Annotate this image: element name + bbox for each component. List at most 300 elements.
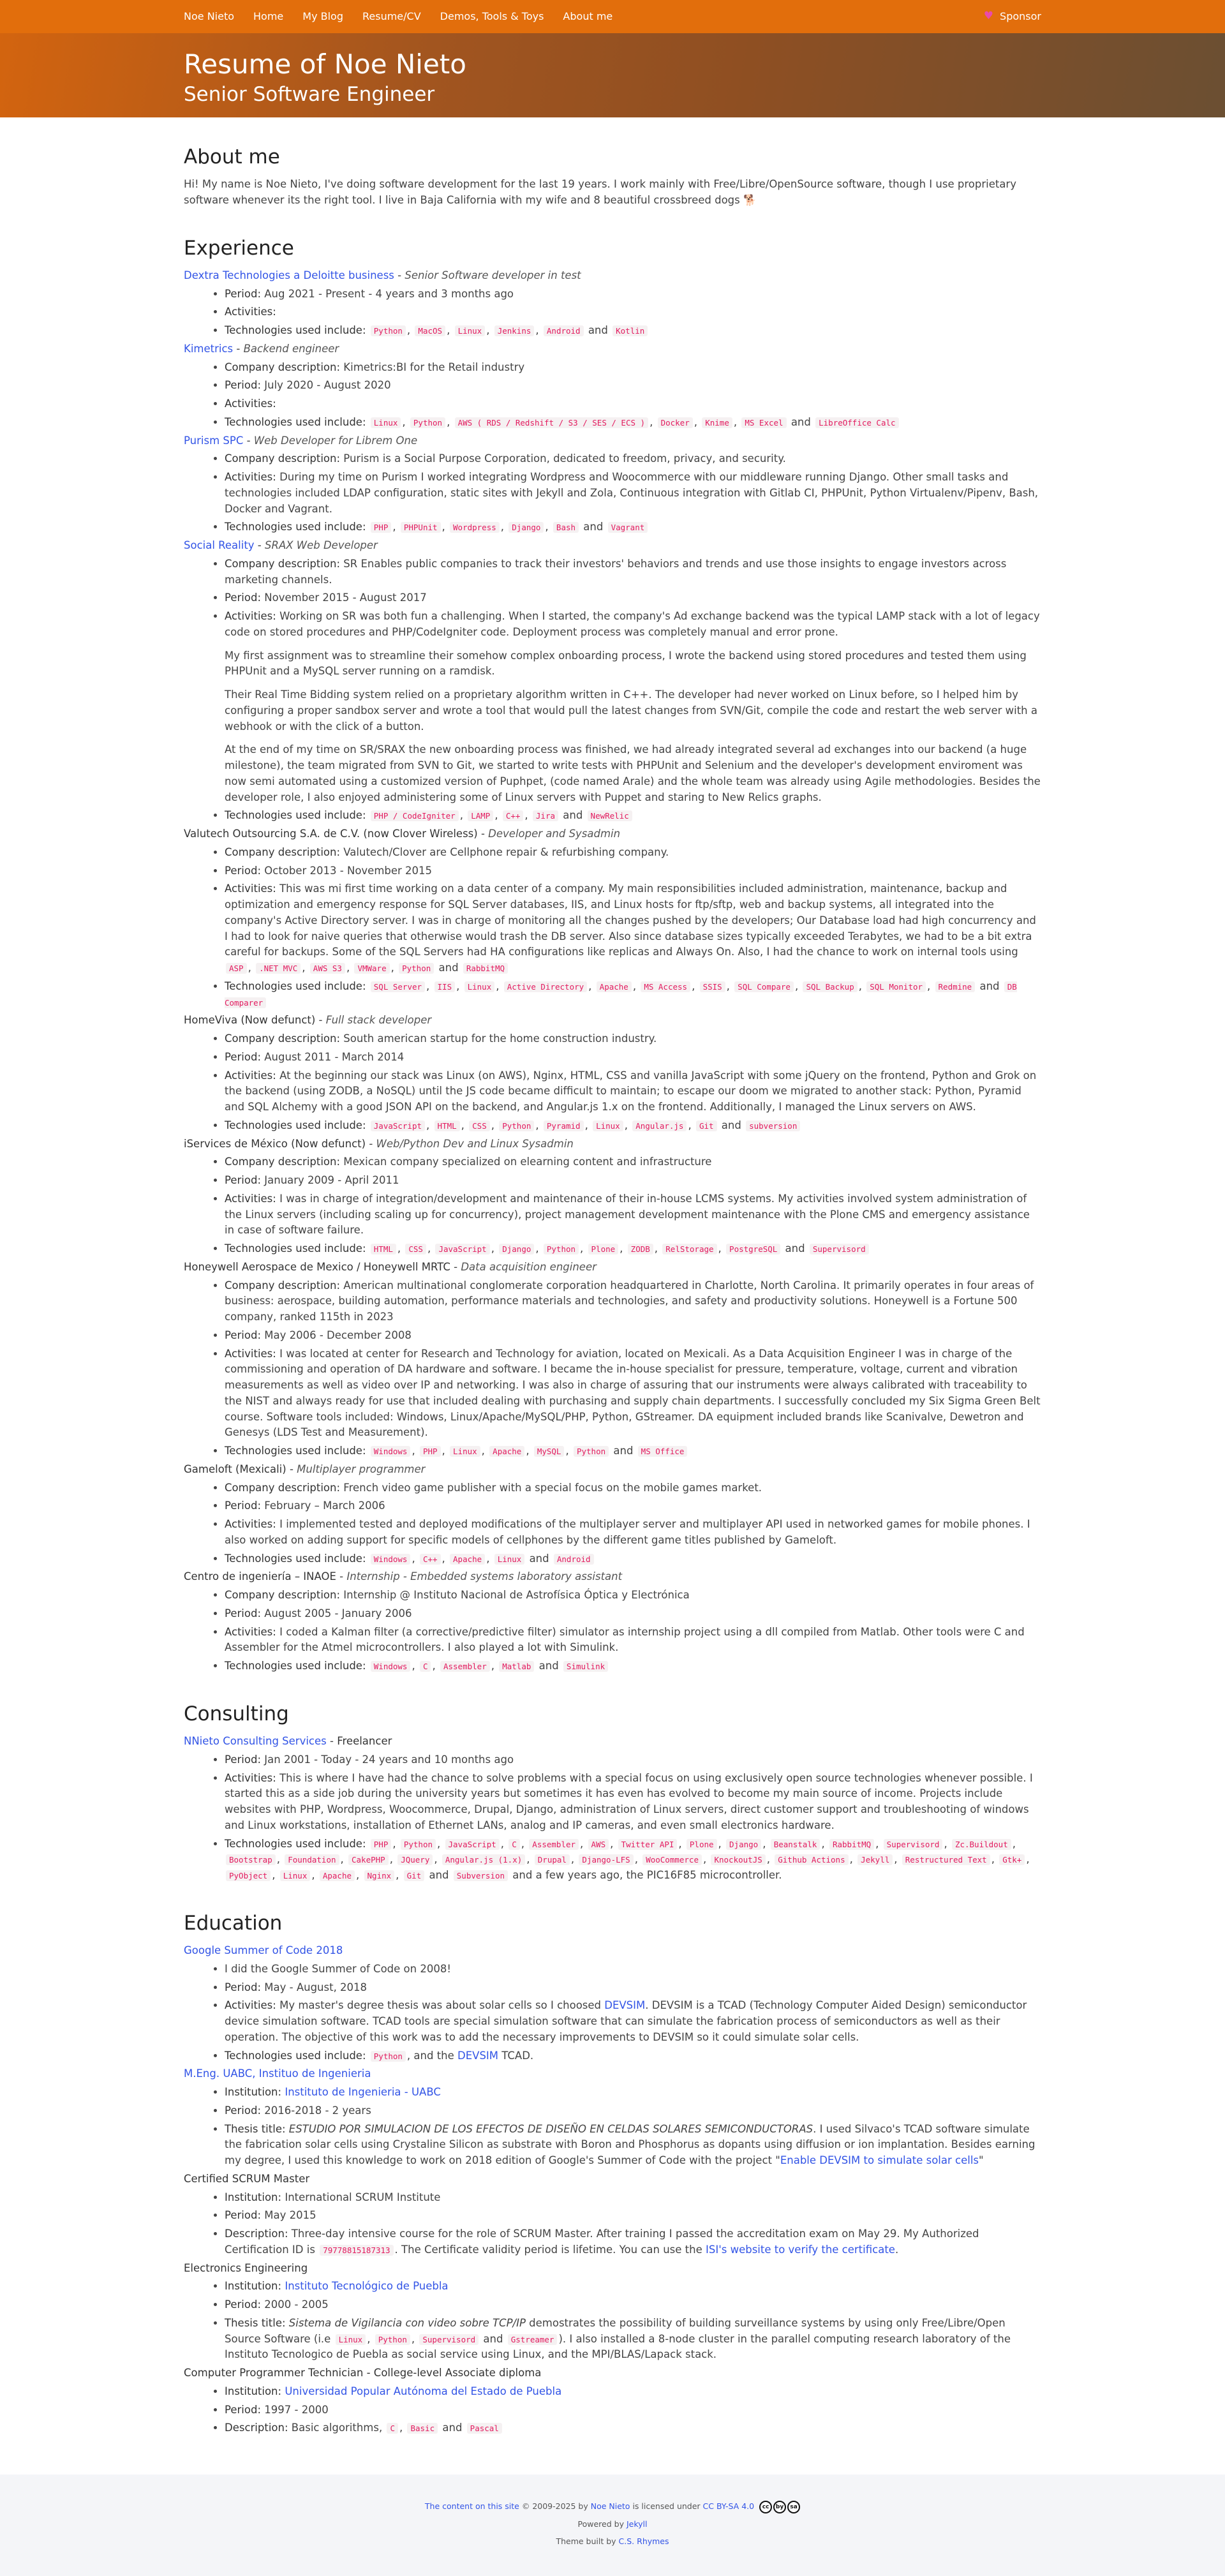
tech-tag: Active Directory bbox=[504, 981, 587, 992]
company-name: Honeywell Aerospace de Mexico / Honeywell MRTC bbox=[184, 1260, 450, 1273]
field-label: Company description: bbox=[225, 361, 341, 373]
meng-link[interactable]: M.Eng. UABC, Instituo de Ingenieria bbox=[184, 2067, 371, 2080]
field-text: ). I also installed a 8-node cluster in the parallel computing research laboratory of the Instituto Tecnologico de Puebla as social service using Linux, and the MPI/BLAS/Lapack stack. bbox=[225, 2332, 1011, 2361]
job-field bbox=[225, 396, 1041, 412]
tech-tag: Django bbox=[509, 522, 544, 533]
field-text: 1997 - 2000 bbox=[264, 2403, 329, 2416]
field-label: Period: bbox=[225, 1050, 262, 1063]
tech-tag: Linux bbox=[494, 1554, 525, 1565]
job-fields bbox=[184, 2085, 1041, 2169]
devsim-link-2[interactable]: DEVSIM bbox=[457, 2049, 499, 2062]
field-text: I was located at center for Research and Technology for aviation, located on Mexicali. As a Data Acquisition Engineer I was in charge of the commissioning and operation of DA hardware and software. I became the in-house specialist for pressure, temperature, voltage, current and vibration measurements as well as video over IP and networking. I was also in charge of assuring that our instruments were always calibrated with traceability to the NIST and always ready for use that included dealing with purchasing and supply chain departments. I successfully concluded my Six Sigma Green Belt course. Software tools included: Windows, Linux/Apache/MySQL/PHP, Python, GStreamer. DA equipment included brands like Scanivalve, Dewetron and Genesys (LDS Test and Measurement). bbox=[225, 1347, 1041, 1439]
experience-list bbox=[184, 268, 1041, 1674]
field-label: Technologies used include: bbox=[225, 1660, 366, 1672]
job-field bbox=[225, 1498, 1041, 1514]
job-fields bbox=[184, 2384, 1041, 2436]
job-field bbox=[225, 1031, 1041, 1047]
job-field bbox=[225, 590, 1041, 606]
field-text: • I did the Google Summer of Code on 2008! bbox=[225, 1962, 1041, 1977]
field-text: . I used Silvaco's TCAD software simulate the fabrication solar cells using Crystaline Silicon as substrate with Boron and Phosphorus as dopants using diffusion or ion implantation. Besides earning my degree, I used this knowledge to work on 2018 edition of Google's Summer of Code with the project " bbox=[225, 2122, 1036, 2166]
field-text: January 2009 - April 2011 bbox=[264, 1174, 399, 1187]
tag-list: PHP , PHPUnit , Wordpress , Django , Bash and Vagrant bbox=[369, 521, 650, 533]
job-header bbox=[184, 1260, 1041, 1276]
theme-line bbox=[0, 2533, 1225, 2550]
page-subtitle: Senior Software Engineer bbox=[184, 83, 435, 106]
tech-tag: Basic bbox=[407, 2423, 438, 2434]
tag-list: PHP , Python , JavaScript , C , Assembler , AWS , Twitter API , Plone , Django , Beanstalk , RabbitMQ , Supervisord , Zc.Buildout , Bootstrap , Foundation , CakePHP , JQuery , Angular.js (1.x) , Drupal , Django-LFS , WooCommerce , KnockoutJS , Github Actions , Jekyll , Restructured Text , Gtk+ , PyObject , Linux , Apache , Nginx , Git and Subversion bbox=[225, 1838, 1030, 1882]
field-label: Period: bbox=[225, 864, 262, 877]
tech-tag: CSS bbox=[469, 1120, 490, 1131]
cc-license-icons bbox=[759, 2501, 800, 2513]
content-link[interactable]: The content on this site bbox=[424, 2501, 519, 2511]
field-label: Period: bbox=[225, 1329, 262, 1341]
field-text: 2000 - 2005 bbox=[264, 2298, 329, 2311]
field-text: demostrates the possibility of building surveillance systems by using only Free/Libre/Open Source Software (i.e bbox=[225, 2316, 1006, 2345]
job-field bbox=[225, 415, 1041, 431]
field-text: May 2006 - December 2008 bbox=[264, 1329, 412, 1341]
job-entry bbox=[184, 268, 1041, 339]
company-name: Centro de ingeniería – INAOE bbox=[184, 1570, 336, 1583]
tech-tag: RelStorage bbox=[662, 1244, 716, 1254]
tech-tag: Django bbox=[726, 1839, 761, 1850]
tech-tag: Python bbox=[399, 963, 434, 974]
edu-title: Computer Programmer Technician - College-level Associate diploma bbox=[184, 2367, 542, 2379]
institution-link[interactable]: Universidad Popular Autónoma del Estado de Puebla bbox=[285, 2385, 562, 2397]
job-field bbox=[225, 470, 1041, 517]
job-header bbox=[184, 341, 1041, 357]
tech-tag: Gtk+ bbox=[999, 1854, 1025, 1865]
tech-tag: Apache bbox=[489, 1446, 524, 1457]
tech-tag: Twitter API bbox=[618, 1839, 678, 1850]
field-label: Activities: bbox=[225, 1625, 276, 1638]
field-label: Technologies used include: bbox=[225, 1445, 366, 1457]
tech-tag: Vagrant bbox=[608, 522, 648, 533]
tech-tag: LAMP bbox=[468, 810, 493, 821]
theme-author-link[interactable]: C.S. Rhymes bbox=[618, 2536, 669, 2546]
field-label: Period: bbox=[225, 592, 262, 604]
field-text: During my time on Purism I worked integrating Wordpress and Woocommerce with our middleware running Django. Other small tasks and technologies included LDAP configuration, static sites with Jekyll and Zola, Continuous integration with Gitlab CI, PHPUnit, Python Virtualenv/Pipenv, Bash, Docker and Vagrant. bbox=[225, 471, 1039, 515]
field-text: July 2020 - August 2020 bbox=[264, 379, 391, 392]
author-link[interactable]: Noe Nieto bbox=[590, 2501, 630, 2511]
tech-tag: JavaScript bbox=[445, 1839, 500, 1850]
nav-home[interactable]: Home bbox=[253, 10, 284, 22]
field-label: Period: bbox=[225, 287, 262, 300]
footer-text: Powered by bbox=[577, 2519, 627, 2529]
tech-tag: Angular.js bbox=[632, 1120, 687, 1131]
job-field bbox=[225, 979, 1041, 1011]
field-thesis bbox=[225, 2316, 1041, 2363]
tech-tag: VMWare bbox=[354, 963, 389, 974]
company-link[interactable]: Kimetrics bbox=[184, 342, 234, 355]
about-heading: About me bbox=[184, 145, 280, 168]
field-thesis bbox=[225, 2122, 1041, 2169]
tech-tag: Django-LFS bbox=[579, 1854, 633, 1865]
separator: - bbox=[477, 828, 489, 840]
field-text: Basic algorithms, bbox=[291, 2422, 383, 2434]
company-link[interactable]: Purism SPC bbox=[184, 434, 244, 447]
tech-tag: Android bbox=[544, 325, 584, 336]
tech-tag: PyObject bbox=[226, 1870, 271, 1881]
tech-tag: Foundation bbox=[285, 1854, 339, 1865]
edu-title: Certified SCRUM Master bbox=[184, 2172, 310, 2185]
job-field bbox=[225, 1480, 1041, 1496]
field-text: . bbox=[895, 2243, 899, 2256]
company-name: iServices de México (Now defunct) bbox=[184, 1137, 366, 1150]
cc-icon: cc bbox=[759, 2501, 772, 2513]
edu-cpt bbox=[184, 2365, 1041, 2436]
edu-ee bbox=[184, 2261, 1041, 2364]
tech-tag: C bbox=[387, 2423, 398, 2434]
job-field bbox=[225, 1551, 1041, 1567]
verify-cert-link[interactable]: ISI's website to verify the certificate bbox=[705, 2243, 895, 2256]
field-text: International SCRUM Institute bbox=[285, 2191, 441, 2203]
field-paragraph: My first assignment was to streamline their somehow complex onboarding process, I wrote the backend using stored procedures and tested them using PHPUnit and a MySQL server running on a ramdisk. bbox=[225, 649, 1027, 678]
job-entry bbox=[184, 826, 1041, 1010]
separator: - bbox=[315, 1014, 326, 1027]
tag-list: HTML , CSS , JavaScript , Django , Python , Plone , ZODB , RelStorage , PostgreSQL and Supervisord bbox=[369, 1242, 870, 1254]
job-header bbox=[184, 826, 1041, 842]
tech-tag: subversion bbox=[746, 1120, 800, 1131]
sponsor-label: Sponsor bbox=[1000, 10, 1041, 22]
jekyll-link[interactable]: Jekyll bbox=[626, 2519, 648, 2529]
edu-scrum bbox=[184, 2171, 1041, 2258]
tag-list: PHP / CodeIgniter , LAMP , C++ , Jira and NewRelic bbox=[369, 809, 634, 821]
license-line bbox=[0, 2498, 1225, 2515]
field-text: August 2005 - January 2006 bbox=[264, 1607, 412, 1619]
field-label: Period: bbox=[225, 1607, 262, 1619]
tech-tag: Beanstalk bbox=[771, 1839, 820, 1850]
edu-title: Electronics Engineering bbox=[184, 2261, 308, 2274]
tag-list: ASP , .NET MVC , AWS S3 , VMWare , Python and RabbitMQ bbox=[225, 962, 509, 974]
field-text: and a few years ago, the PIC16F85 microcontroller. bbox=[512, 1869, 782, 1882]
field-label: Activities: bbox=[225, 398, 276, 410]
consulting-heading: Consulting bbox=[184, 1702, 289, 1725]
job-header bbox=[184, 1943, 1041, 1959]
tech-tag: KnockoutJS bbox=[711, 1854, 765, 1865]
page-footer bbox=[0, 2475, 1225, 2576]
job-field bbox=[225, 1625, 1041, 1657]
field-institution bbox=[225, 2384, 1041, 2400]
tech-tag: Linux bbox=[455, 325, 486, 336]
brand-link[interactable]: Noe Nieto bbox=[184, 10, 235, 22]
field-institution bbox=[225, 2279, 1041, 2295]
tech-tag: Github Actions bbox=[775, 1854, 848, 1865]
tech-tag: C++ bbox=[503, 810, 524, 821]
main-content bbox=[0, 145, 1225, 2436]
field-text: Internship @ Instituto Nacional de Astrofísica Óptica y Electrónica bbox=[343, 1589, 690, 1602]
field-label: Period: bbox=[225, 2104, 262, 2117]
separator: - bbox=[243, 434, 254, 447]
job-header bbox=[184, 2365, 1041, 2381]
tech-tag: Linux bbox=[371, 417, 401, 428]
institution-link[interactable]: Instituto Tecnológico de Puebla bbox=[285, 2280, 449, 2293]
institution-link[interactable]: Instituto de Ingenieria - UABC bbox=[285, 2086, 441, 2098]
field-label: Activities: bbox=[225, 1192, 276, 1205]
footer-text: © 2009-2025 by bbox=[519, 2501, 591, 2511]
job-role: Web/Python Dev and Linux Sysadmin bbox=[376, 1137, 574, 1150]
tech-tag: C++ bbox=[420, 1554, 441, 1565]
nav-demos[interactable]: Demos, Tools & Toys bbox=[440, 10, 544, 22]
tech-tag: C bbox=[420, 1661, 431, 1672]
job-entry bbox=[184, 1462, 1041, 1567]
field-text: I implemented tested and deployed modifications of the multiplayer server and multiplayer API used in networked games for mobile phones. I also worked on adding support for specific models of cellphones by the different game titles published by Gameloft. bbox=[225, 1518, 1030, 1546]
devsim-link[interactable]: DEVSIM bbox=[604, 1999, 646, 2012]
company-name: Gameloft (Mexicali) bbox=[184, 1463, 286, 1475]
field-label: Company description: bbox=[225, 557, 341, 570]
sponsor-button[interactable] bbox=[984, 8, 1041, 25]
tech-tag: Linux bbox=[464, 981, 495, 992]
job-header bbox=[184, 538, 1041, 554]
tech-tag: Matlab bbox=[499, 1661, 534, 1672]
field-label: Period: bbox=[225, 2298, 262, 2311]
job-header bbox=[184, 1569, 1041, 1585]
job-fields bbox=[184, 1154, 1041, 1257]
field-label: Description: bbox=[225, 2228, 288, 2240]
job-header bbox=[184, 1462, 1041, 1478]
job-role: Backend engineer bbox=[243, 342, 339, 355]
field-label: Period: bbox=[225, 1981, 262, 1993]
powered-line bbox=[0, 2515, 1225, 2533]
company-link[interactable]: Dextra Technologies a Deloitte business bbox=[184, 269, 394, 281]
tech-tag: WooCommerce bbox=[642, 1854, 702, 1865]
job-entry bbox=[184, 341, 1041, 431]
separator: - bbox=[233, 342, 244, 355]
field-text: October 2013 - November 2015 bbox=[264, 864, 433, 877]
job-header bbox=[184, 2171, 1041, 2187]
field-text: Working on SR was both fun a challenging. When I started, the company's Ad exchange backend was the typical LAMP stack with a lot of legacy code on stored procedures and PHP/CodeIgniter code. Deployment process was completely manual and error prone. bbox=[225, 610, 1040, 638]
tech-tag: LibreOffice Calc bbox=[815, 417, 898, 428]
field-period bbox=[225, 2402, 1041, 2418]
tech-tag: Knime bbox=[702, 417, 732, 428]
thesis-title: Sistema de Vigilancia con video sobre TCP/IP bbox=[288, 2316, 526, 2329]
field-label: Activities: bbox=[225, 1518, 276, 1531]
field-text: French video game publisher with a special focus on the mobile games market. bbox=[343, 1481, 762, 1494]
field-text: Kimetrics:BI for the Retail industry bbox=[343, 361, 525, 373]
tech-tag: HTML bbox=[371, 1244, 396, 1254]
job-role: Internship - Embedded systems laboratory assistant bbox=[346, 1570, 623, 1583]
tech-tag: Python bbox=[371, 325, 406, 336]
field-text: TCAD. bbox=[498, 2049, 534, 2062]
field-label: Period: bbox=[225, 1500, 262, 1512]
tech-tag: Windows bbox=[371, 1661, 411, 1672]
tech-tag: Jira bbox=[533, 810, 558, 821]
footer-text: is licensed under bbox=[630, 2501, 703, 2511]
experience-heading: Experience bbox=[184, 236, 294, 260]
field-label: Period: bbox=[225, 2209, 262, 2222]
field-label: Institution: bbox=[225, 2086, 282, 2098]
job-role: SRAX Web Developer bbox=[265, 539, 378, 552]
tech-tag: Supervisord bbox=[810, 1244, 869, 1254]
job-header bbox=[184, 433, 1041, 449]
job-fields bbox=[184, 360, 1041, 431]
tech-tag: Windows bbox=[371, 1446, 411, 1457]
job-field bbox=[225, 1278, 1041, 1325]
field-label: Company description: bbox=[225, 1589, 341, 1602]
field-institution bbox=[225, 2190, 1041, 2206]
top-navbar bbox=[0, 0, 1225, 33]
separator: - bbox=[254, 539, 265, 552]
tech-tag: PHP bbox=[420, 1446, 441, 1457]
tech-tag: Django bbox=[499, 1244, 534, 1254]
job-field bbox=[225, 1517, 1041, 1549]
job-entry bbox=[184, 1136, 1041, 1257]
field-label: Period: bbox=[225, 1174, 262, 1187]
tech-tag: Pyramid bbox=[544, 1120, 584, 1131]
job-field bbox=[225, 1050, 1041, 1066]
tech-tag: Supervisord bbox=[884, 1839, 943, 1850]
tech-tag: Kotlin bbox=[612, 325, 648, 336]
license-link[interactable]: CC BY-SA 4.0 bbox=[702, 2501, 755, 2511]
field-technologies bbox=[225, 2048, 1041, 2064]
gsoc-link[interactable]: Google Summer of Code 2018 bbox=[184, 1944, 343, 1956]
job-field bbox=[225, 1658, 1041, 1674]
company-link[interactable]: Social Reality bbox=[184, 539, 255, 552]
field-text: Valutech/Clover are Cellphone repair & refurbishing company. bbox=[343, 845, 669, 858]
job-fields bbox=[184, 845, 1041, 1011]
tech-tag: Linux bbox=[336, 2334, 366, 2345]
tech-tag: Zc.Buildout bbox=[952, 1839, 1011, 1850]
field-label: Technologies used include: bbox=[225, 324, 366, 337]
cert-id-tag: 79778815187313 bbox=[320, 2245, 393, 2256]
separator: - bbox=[336, 1570, 347, 1583]
job-role: Developer and Sysadmin bbox=[488, 828, 621, 840]
footer-text: Theme built by bbox=[556, 2536, 619, 2546]
field-text: This was mi first time working on a data center of a company. My main responsibilities included administration, maintenance, backup and optimization and emergency response for SQL Server databases, IIS, and Linux hosts for ftp/sftp, web and backup systems, all integrated into the company's Active Directory server. I was in charge of monitoring all the changes pushed by the developers; Our Database load had high concurrency and I had to look for naive queries that otherwise would trash the DB server. Also since database sizes typically exceeded Terabytes, we had to be a bit extra careful for backups. Some of the SQL Servers had HA configurations like replicas and Always On. Also, I had the chance to work on internal tools using bbox=[225, 882, 1036, 958]
job-role: Freelancer bbox=[337, 1735, 392, 1748]
job-fields bbox=[184, 1588, 1041, 1674]
nav-resume[interactable]: Resume/CV bbox=[362, 10, 421, 22]
separator: - bbox=[394, 269, 405, 281]
job-header bbox=[184, 268, 1041, 284]
field-label: Company description: bbox=[225, 845, 341, 858]
tag-list: Windows , C++ , Apache , Linux and Android bbox=[369, 1552, 595, 1565]
job-header bbox=[184, 1013, 1041, 1029]
job-field bbox=[225, 1154, 1041, 1170]
tech-tag: Linux bbox=[450, 1446, 480, 1457]
tech-tag: AWS bbox=[588, 1839, 609, 1850]
field-label: Technologies used include: bbox=[225, 1119, 366, 1131]
field-period bbox=[225, 1980, 1041, 1996]
tech-tag: Subversion bbox=[454, 1870, 508, 1881]
tech-tag: Bootstrap bbox=[226, 1854, 276, 1865]
field-label: Period: bbox=[225, 2403, 262, 2416]
tech-tag: Python bbox=[371, 2051, 406, 2062]
field-text: Aug 2021 - Present - 4 years and 3 months ago bbox=[264, 287, 514, 300]
job-role: Web Developer for Librem One bbox=[253, 434, 418, 447]
field-label: Period: bbox=[225, 1753, 262, 1766]
company-name: HomeViva (Now defunct) bbox=[184, 1014, 316, 1027]
tech-tag: Linux bbox=[280, 1870, 311, 1881]
tech-tag: Python bbox=[574, 1446, 609, 1457]
field-text: I was in charge of integration/development and maintenance of their in-house LCMS systems. My activities involved system administration of the Linux servers (including scaling up for concurrency), project management development maintenance with the Plone CMS and emergency assistance in case of software failure. bbox=[225, 1192, 1030, 1237]
tech-tag: Nginx bbox=[364, 1870, 395, 1881]
tech-tag: SQL Server bbox=[371, 981, 425, 992]
job-field bbox=[225, 1606, 1041, 1622]
job-fields bbox=[184, 1278, 1041, 1459]
job-field bbox=[225, 1443, 1041, 1459]
job-field bbox=[225, 845, 1041, 861]
tag-list: Windows , C , Assembler , Matlab and Simulink bbox=[369, 1660, 609, 1672]
tech-tag: Python bbox=[410, 417, 445, 428]
job-header bbox=[184, 1136, 1041, 1152]
tech-tag: Assembler bbox=[440, 1661, 490, 1672]
field-label: Institution: bbox=[225, 2385, 282, 2397]
field-label: Company description: bbox=[225, 452, 341, 465]
consulting-org-link[interactable]: NNieto Consulting Services bbox=[184, 1735, 327, 1748]
field-label: Activities: bbox=[225, 1771, 276, 1784]
tech-tag: MS Excel bbox=[741, 417, 786, 428]
field-label: Technologies used include: bbox=[225, 1242, 366, 1255]
by-icon: by bbox=[773, 2501, 786, 2513]
tag-list: JavaScript , HTML , CSS , Python , Pyramid , Linux , Angular.js , Git and subversion bbox=[369, 1119, 802, 1131]
nav-about[interactable]: About me bbox=[563, 10, 613, 22]
field-label: Institution: bbox=[225, 2191, 282, 2203]
tech-tag: ZODB bbox=[628, 1244, 653, 1254]
field-label: Technologies used include: bbox=[225, 809, 366, 822]
tech-tag: JQuery bbox=[397, 1854, 433, 1865]
field-text: Purism is a Social Purpose Corporation, dedicated to freedom, privacy, and security. bbox=[343, 452, 786, 465]
field-label: Activities: bbox=[225, 1347, 276, 1360]
job-entry bbox=[184, 433, 1041, 536]
job-fields bbox=[184, 451, 1041, 535]
nav-blog[interactable]: My Blog bbox=[302, 10, 343, 22]
tech-tag: Wordpress bbox=[450, 522, 500, 533]
job-field bbox=[225, 863, 1041, 879]
job-field bbox=[225, 519, 1041, 535]
tech-tag: MacOS bbox=[415, 325, 445, 336]
tech-tag: Jekyll bbox=[858, 1854, 893, 1865]
field-label: Technologies used include: bbox=[225, 1837, 366, 1850]
tech-tag: Windows bbox=[371, 1554, 411, 1565]
job-role: Data acquisition engineer bbox=[461, 1260, 597, 1273]
field-label: Technologies used include: bbox=[225, 979, 366, 992]
job-field bbox=[225, 360, 1041, 376]
tech-tag: Plone bbox=[687, 1839, 717, 1850]
job-fields bbox=[184, 1752, 1041, 1884]
job-field bbox=[225, 1346, 1041, 1441]
thesis-project-link[interactable]: Enable DEVSIM to simulate solar cells bbox=[780, 2154, 979, 2166]
tech-tag: Bash bbox=[553, 522, 579, 533]
job-field bbox=[225, 609, 1041, 805]
tech-tag: Python bbox=[375, 2334, 410, 2345]
tech-tag: Python bbox=[499, 1120, 534, 1131]
field-label: Company description: bbox=[225, 1032, 341, 1045]
thesis-title: ESTUDIO POR SIMULACION DE LOS EFECTOS DE DISEÑO EN CELDAS SOLARES SEMICONDUCTORAS bbox=[288, 2122, 813, 2135]
tech-tag: Jenkins bbox=[494, 325, 535, 336]
field-text: May 2015 bbox=[264, 2209, 316, 2222]
field-text: Mexican company specialized on elearning content and infrastructure bbox=[343, 1156, 712, 1168]
field-label: Period: bbox=[225, 379, 262, 392]
job-field bbox=[225, 304, 1041, 320]
tech-tag: CakePHP bbox=[348, 1854, 389, 1865]
job-entry bbox=[184, 1260, 1041, 1459]
tech-tag: Supervisord bbox=[419, 2334, 479, 2345]
tech-tag: Angular.js (1.x) bbox=[442, 1854, 525, 1865]
tech-tag: Gstreamer bbox=[508, 2334, 558, 2345]
tech-tag: Apache bbox=[597, 981, 632, 992]
field-period bbox=[225, 2297, 1041, 2313]
job-role: Senior Software developer in test bbox=[405, 269, 581, 281]
tech-tag: AWS S3 bbox=[310, 963, 345, 974]
job-field bbox=[225, 1328, 1041, 1344]
field-period bbox=[225, 2103, 1041, 2119]
field-text: November 2015 - August 2017 bbox=[264, 592, 427, 604]
tech-tag: MySQL bbox=[534, 1446, 565, 1457]
separator: - bbox=[450, 1260, 461, 1273]
education-heading: Education bbox=[184, 1911, 283, 1935]
tech-tag: Apache bbox=[450, 1554, 485, 1565]
tech-tag: Restructured Text bbox=[902, 1854, 990, 1865]
